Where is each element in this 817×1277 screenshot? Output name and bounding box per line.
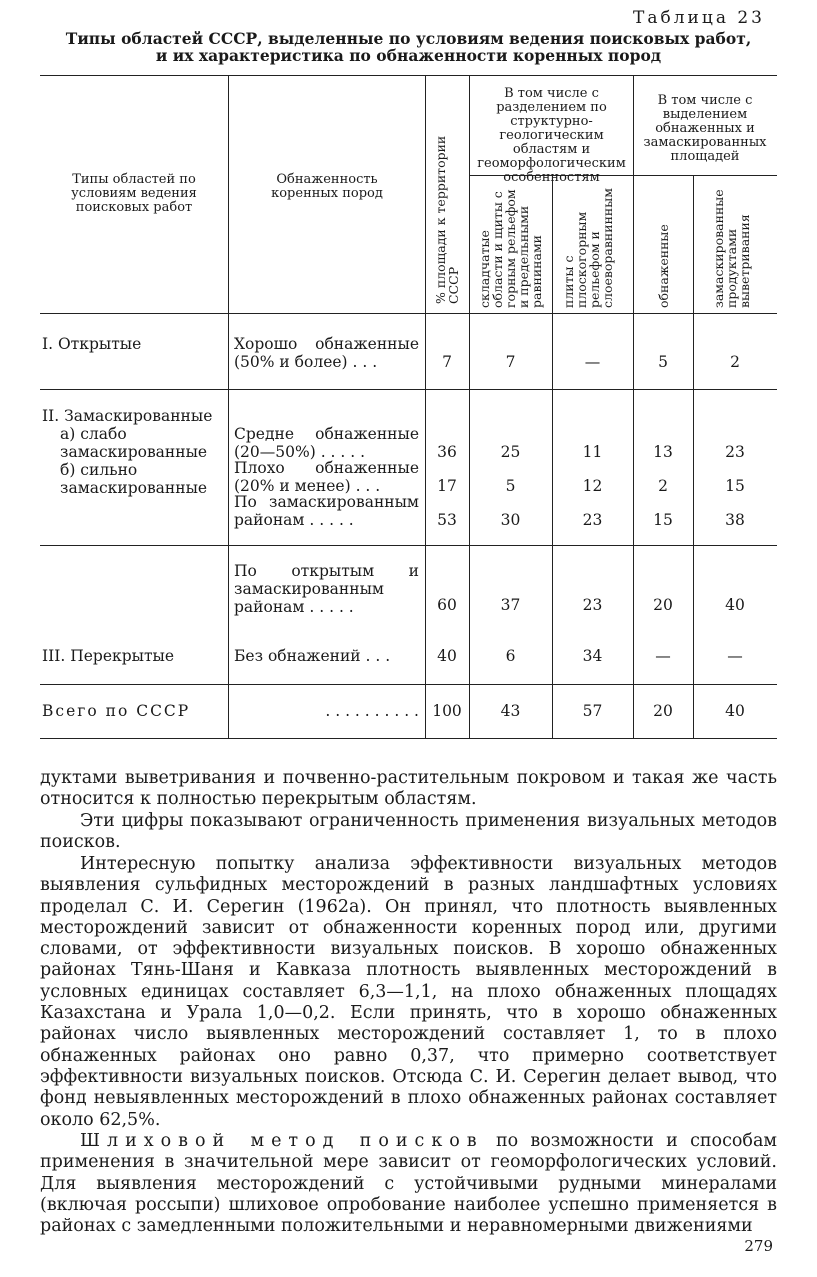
header-group1: В том числе с разделением по структурно-геологическим областям и геоморфологическим особенностям [477, 86, 626, 185]
row2a-cell-4: 13 [653, 443, 673, 461]
paragraph-2-text: Эти цифры показывают ограниченность применения визуальных методов поисков. [40, 811, 777, 853]
paragraph-4-text: по возможности и способам применения в значительной мере зависит от геоморфологических условий. Для выявления месторождений с устойчивыми рудными минералами (включая россыпи) шлиховое опробование наиболее успешно применяется в районах с замедленными положительными и неравномерными движениями [40, 1131, 777, 1237]
header-folded: складчатые области и щиты с горным рельефом и предельными равнинами [477, 189, 544, 308]
table-title-line-2: и их характеристика по обнаженности коренных пород [155, 46, 662, 65]
header-rule [40, 313, 777, 314]
row3-cell-3: 23 [582, 596, 603, 614]
row3-cell-4: 20 [653, 596, 673, 614]
col-rule-2 [425, 75, 426, 738]
row1-cell-4: 5 [658, 353, 668, 371]
group2-rule [633, 175, 777, 176]
row-rule-1 [40, 389, 777, 390]
row2-type-main: II. Замаскированные [42, 407, 213, 425]
table-top-rule [40, 75, 777, 76]
table-bottom-rule [40, 738, 777, 739]
row3-cell-5: 40 [725, 596, 745, 614]
row4-cell-1: 40 [437, 647, 457, 665]
row1-cell-2: 7 [505, 353, 516, 371]
row2c-cell-3: 23 [582, 511, 603, 529]
row-rule-2 [40, 545, 777, 546]
row1-type: I. Открытые [42, 335, 142, 353]
row2b-cell-5: 15 [725, 477, 745, 495]
row2c-cell-2: 30 [500, 511, 521, 529]
row4-cell-4: — [655, 647, 671, 665]
col-rule-1 [228, 75, 229, 738]
header-masked: замаскированные продуктами выветривания [711, 189, 752, 308]
row2a-cell-5: 23 [725, 443, 745, 461]
row2-type-b: б) сильно замаскированные [60, 461, 208, 497]
page-number: 279 [744, 1237, 773, 1255]
row4-cell-3: 34 [582, 647, 603, 665]
row1-exposure: Хорошо обнаженные (50% и более) . . . [234, 335, 419, 371]
spaced-term: Шлиховой метод поисков [80, 1131, 484, 1151]
row2-exp2: Плохо обнаженные (20% и менее) . . . [234, 459, 419, 495]
row-rule-3 [40, 684, 777, 685]
row5-type: Всего по СССР [42, 702, 191, 720]
paragraph-3 [40, 854, 777, 1131]
row3-exposure: По открытым и замаскированным районам . . . . . [234, 562, 419, 616]
paragraph-3-text: Интересную попытку анализа эффективности визуальных методов выявления сульфидных месторождений в разных ландшафтных условиях проделал С. И. Серегин (1962а). Он принял, что плотность выявленных месторождений зависит от обнаженности коренных пород или, другими словами, от эффективности визуальных поисков. В хорошо обнаженных районах Тянь-Шаня и Кавказа плотность выявленных месторождений в условных единицах составляет 6,3—1,1, на плохо обнаженных площадях Казахстана и Урала 1,0—0,2. Если принять, что в хорошо обнаженных районах число выявленных месторождений составляет 1, то в плохо обнаженных районах оно равно 0,37, что примерно соответствует эффективности визуальных поисков. Отсюда С. И. Серегин делает вывод, что фонд невыявленных месторождений в плохо обнаженных районах составляет около 62,5%. [40, 854, 777, 1130]
row2a-cell-2: 25 [500, 443, 521, 461]
row3-cell-2: 37 [500, 596, 521, 614]
row4-type: III. Перекрытые [42, 647, 175, 665]
paragraph-2 [40, 811, 777, 854]
row4-cell-2: 6 [505, 647, 516, 665]
row2b-cell-2: 5 [505, 477, 516, 495]
row4-exposure: Без обнажений . . . [234, 647, 391, 665]
paragraph-1: дуктами выветривания и почвенно-растительным покровом и такая же часть относится к полностью перекрытым областям. [40, 768, 777, 810]
header-plates: плиты с плоскогорным рельефом и слоеворавнинным [561, 188, 615, 308]
row4-cell-5: — [727, 647, 743, 665]
row1-cell-3: — [584, 353, 601, 371]
row2c-cell-1: 53 [437, 511, 457, 529]
header-percent: % площади к территории СССР [433, 135, 461, 304]
row1-cell-5: 2 [730, 353, 740, 371]
row5-cell-2: 43 [500, 702, 521, 720]
table-title-line-1: Типы областей СССР, выделенные по условиям ведения поисковых работ, [65, 29, 752, 48]
row5-exposure: . . . . . . . . . . [325, 702, 419, 720]
header-group2: В том числе с выделением обнаженных и замаскированных площадей [643, 93, 767, 164]
row2b-cell-1: 17 [437, 477, 457, 495]
header-types: Типы областей по условиям ведения поисковых работ [71, 172, 197, 215]
row5-cell-1: 100 [432, 702, 462, 720]
col-rule-5 [633, 75, 634, 738]
header-exposure: Обнаженность коренных пород [271, 172, 383, 201]
table-label: Таблица 23 [633, 8, 765, 28]
row2b-cell-4: 2 [658, 477, 668, 495]
row2a-cell-1: 36 [437, 443, 457, 461]
row2c-cell-5: 38 [725, 511, 745, 529]
row2b-cell-3: 12 [582, 477, 603, 495]
row2-exp3: По замаскированным районам . . . . . [234, 493, 419, 529]
row5-cell-4: 20 [653, 702, 673, 720]
row2a-cell-3: 11 [582, 443, 603, 461]
row2-type-a: а) слабо замаскированные [60, 425, 208, 461]
row1-cell-1: 7 [442, 353, 452, 371]
header-exposed: обнаженные [656, 224, 671, 308]
col-rule-3 [469, 75, 470, 738]
row3-cell-1: 60 [437, 596, 457, 614]
row2-exp1: Средне обнаженные (20—50%) . . . . . [234, 425, 419, 461]
table-title [40, 30, 777, 64]
row5-cell-5: 40 [725, 702, 745, 720]
paragraph-4 [40, 1131, 777, 1237]
row5-cell-3: 57 [582, 702, 603, 720]
row2c-cell-4: 15 [653, 511, 673, 529]
row2-type [42, 407, 224, 497]
